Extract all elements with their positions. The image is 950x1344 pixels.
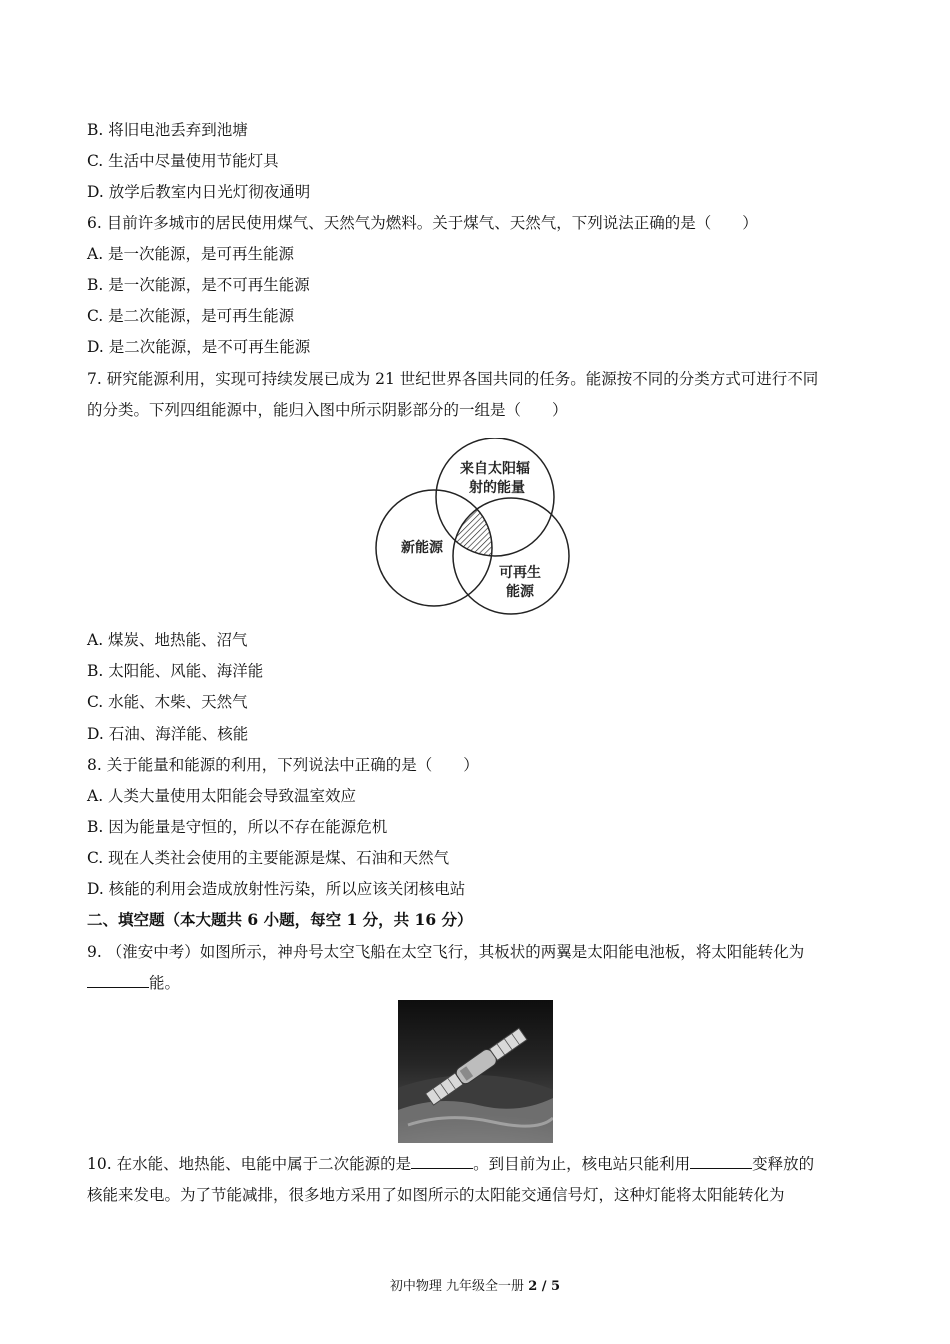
q7-option-c: C. 水能、木柴、天然气: [87, 693, 248, 711]
q7-option-b: B. 太阳能、风能、海洋能: [87, 662, 264, 680]
venn-label-renewable-2: 能源: [506, 584, 534, 600]
venn-label-new-energy: 新能源: [401, 540, 443, 556]
venn-circle-solar: [436, 438, 554, 556]
q6-option-d: D. 是二次能源，是不可再生能源: [87, 338, 311, 356]
q6-option-c: C. 是二次能源，是可再生能源: [87, 307, 295, 325]
q8-option-a: A. 人类大量使用太阳能会导致温室效应: [87, 787, 357, 805]
q9-stem-suffix: 能。: [149, 974, 181, 992]
footer-course: 初中物理 九年级全一册: [389, 1279, 529, 1294]
q10-stem-line1: [87, 1154, 814, 1174]
q9-answer-blank[interactable]: [87, 973, 149, 988]
q10-part1: 10. 在水能、地热能、电能中属于二次能源的是: [87, 1155, 412, 1173]
q7-stem-line2: 的分类。下列四组能源中，能归入图中所示阴影部分的一组是（ ）: [87, 401, 568, 419]
q9-stem-line2: [87, 973, 180, 993]
q8-stem: 8. 关于能量和能源的利用，下列说法中正确的是（ ）: [87, 756, 479, 774]
q9-stem-line1: 9. （淮安中考）如图所示，神舟号太空飞船在太空飞行，其板状的两翼是太阳能电池板，将太阳能转化为: [87, 943, 805, 961]
venn-label-solar-2: 射的能量: [469, 480, 525, 496]
venn-label-solar-1: 来自太阳辐: [460, 461, 530, 477]
q6-option-a: A. 是一次能源，是可再生能源: [87, 245, 295, 263]
q7-option-a: A. 煤炭、地热能、沼气: [87, 631, 248, 649]
venn-label-renewable-1: 可再生: [499, 565, 541, 581]
q10-part2: 。到目前为止，核电站只能利用: [473, 1155, 691, 1173]
q10-answer-blank-1[interactable]: [411, 1154, 473, 1169]
q7-option-d: D. 石油、海洋能、核能: [87, 725, 249, 743]
q8-option-c: C. 现在人类社会使用的主要能源是煤、石油和天然气: [87, 849, 450, 867]
q6-stem: 6. 目前许多城市的居民使用煤气、天然气为燃料。关于煤气、天然气，下列说法正确的是（ ）: [87, 214, 758, 232]
q6-option-b: B. 是一次能源，是不可再生能源: [87, 276, 310, 294]
section-2-title: 二、填空题（本大题共 6 小题，每空 1 分，共 16 分）: [87, 910, 473, 929]
q10-answer-blank-2[interactable]: [690, 1154, 752, 1169]
q5-option-d: D. 放学后教室内日光灯彻夜通明: [87, 183, 311, 201]
page-footer: [0, 1275, 950, 1294]
q8-option-d: D. 核能的利用会造成放射性污染，所以应该关闭核电站: [87, 880, 466, 898]
q5-option-b: B. 将旧电池丢弃到池塘: [87, 121, 248, 139]
spacecraft-photo: [398, 1000, 553, 1143]
q10-part3: 变释放的: [752, 1155, 815, 1173]
q5-option-c: C. 生活中尽量使用节能灯具: [87, 152, 279, 170]
footer-page-number: 2 / 5: [528, 1279, 561, 1294]
q8-option-b: B. 因为能量是守恒的，所以不存在能源危机: [87, 818, 388, 836]
energy-venn-diagram: [368, 438, 578, 618]
q10-stem-line2: 核能来发电。为了节能减排，很多地方采用了如图所示的太阳能交通信号灯，这种灯能将太阳能转化为: [87, 1186, 785, 1204]
q7-stem-line1: 7. 研究能源利用，实现可持续发展已成为 21 世纪世界各国共同的任务。能源按不同的分类方式可进行不同: [87, 370, 819, 388]
